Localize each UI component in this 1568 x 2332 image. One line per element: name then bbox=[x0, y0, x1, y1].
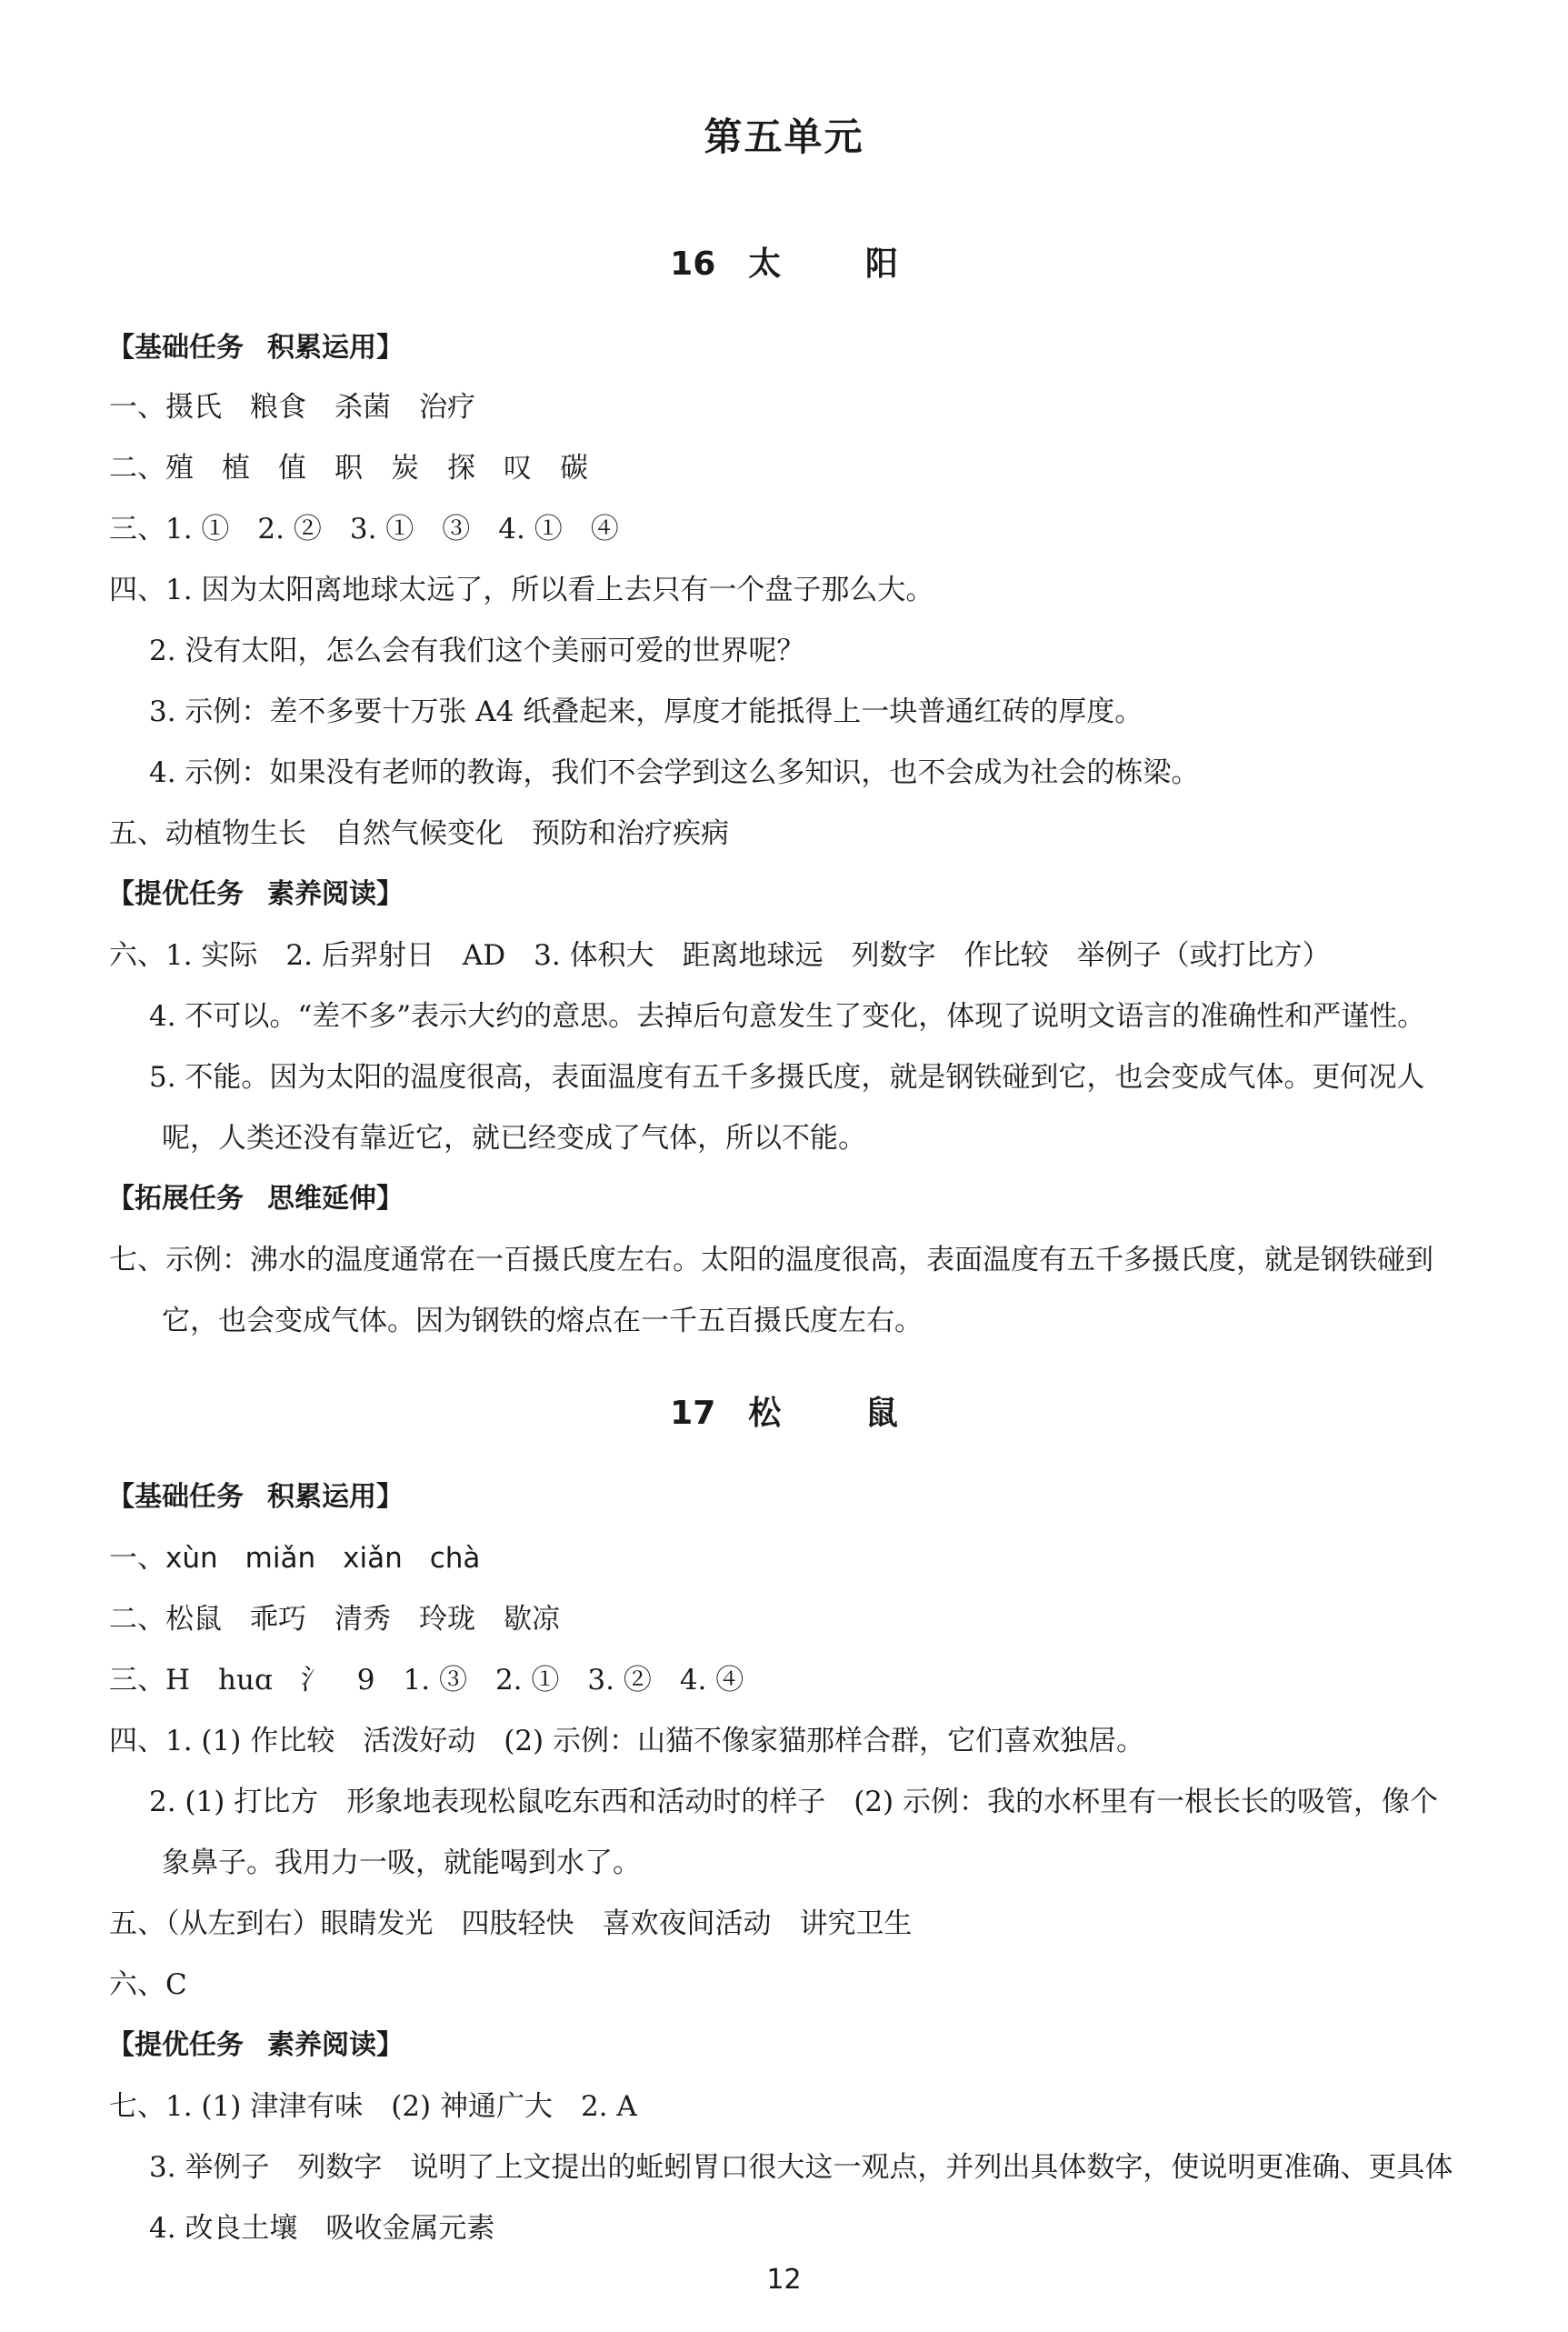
answer-line: 4. 示例：如果没有老师的教诲，我们不会学到这么多知识，也不会成为社会的栋梁。 bbox=[149, 756, 1200, 789]
lesson-16-title bbox=[0, 238, 1568, 285]
answer-line: 七、示例：沸水的温度通常在一百摄氏度左右。太阳的温度很高，表面温度有五千多摄氏度，就是钢铁碰到 bbox=[109, 1244, 1433, 1276]
answer-line: 三、H huɑ 氵 9 1. ③ 2. ① 3. ② 4. ④ bbox=[109, 1664, 744, 1696]
pinyin-answer: xùn bbox=[165, 1542, 218, 1575]
answer-line: 呢，人类还没有靠近它，就已经变成了气体，所以不能。 bbox=[162, 1122, 866, 1155]
pinyin-answer: miǎn bbox=[245, 1542, 316, 1575]
answer-line: 一、摄氏 粮食 杀菌 治疗 bbox=[109, 391, 475, 424]
answer-line: 二、松鼠 乖巧 清秀 玲珑 歇凉 bbox=[109, 1603, 560, 1636]
task-heading-basic: 【基础任务 积累运用】 bbox=[107, 1481, 404, 1513]
answer-line: 四、1. 因为太阳离地球太远了，所以看上去只有一个盘子那么大。 bbox=[109, 574, 934, 606]
lesson-name: 松 鼠 bbox=[748, 1395, 934, 1432]
answer-line: 七、1. (1) 津津有味 (2) 神通广大 2. A bbox=[109, 2090, 637, 2123]
task-heading-basic: 【基础任务 积累运用】 bbox=[107, 332, 404, 364]
pinyin-answer: chà bbox=[429, 1542, 481, 1575]
answer-line: 四、1. (1) 作比较 活泼好动 (2) 示例：山猫不像家猫那样合群，它们喜欢独居。 bbox=[109, 1725, 1144, 1757]
answer-line: 它，也会变成气体。因为钢铁的熔点在一千五百摄氏度左右。 bbox=[162, 1305, 923, 1337]
unit-title: 第五单元 bbox=[704, 115, 864, 159]
answer-line: 五、（从左到右）眼睛发光 四肢轻快 喜欢夜间活动 讲究卫生 bbox=[109, 1907, 913, 1940]
lesson-17-title bbox=[0, 1387, 1568, 1434]
lesson-number: 17 bbox=[670, 1395, 716, 1432]
pinyin-answer: xiǎn bbox=[343, 1542, 403, 1575]
lesson-name: 太 阳 bbox=[748, 245, 934, 283]
page-number: 12 bbox=[766, 2264, 802, 2296]
answer-line: 5. 不能。因为太阳的温度很高，表面温度有五千多摄氏度，就是钢铁碰到它，也会变成气体。更何况人 bbox=[149, 1061, 1425, 1094]
answer-line: 六、C bbox=[109, 1968, 187, 2001]
answer-line: 2. (1) 打比方 形象地表现松鼠吃东西和活动时的样子 (2) 示例：我的水杯里有一根长长的吸管，像个 bbox=[149, 1786, 1438, 1818]
answer-line: 五、动植物生长 自然气候变化 预防和治疗疾病 bbox=[109, 817, 729, 850]
answer-line: 二、殖 植 值 职 炭 探 叹 碳 bbox=[109, 452, 588, 485]
answer-line: 2. 没有太阳，怎么会有我们这个美丽可爱的世界呢？ bbox=[149, 635, 805, 667]
task-heading-improve: 【提优任务 素养阅读】 bbox=[107, 878, 404, 910]
answer-line: 4. 不可以。“差不多”表示大约的意思。去掉后句意发生了变化，体现了说明文语言的准确性和严谨性。 bbox=[149, 1000, 1426, 1033]
answer-line: 3. 举例子 列数字 说明了上文提出的蚯蚓胃口很大这一观点，并列出具体数字，使说明更准确、更具体 bbox=[149, 2151, 1453, 2184]
answer-line: 象鼻子。我用力一吸，就能喝到水了。 bbox=[162, 1847, 641, 1879]
answer-line: 3. 示例：差不多要十万张 A4 纸叠起来，厚度才能抵得上一块普通红砖的厚度。 bbox=[149, 696, 1144, 728]
task-heading-improve: 【提优任务 素养阅读】 bbox=[107, 2029, 404, 2061]
task-heading-expand: 【拓展任务 思维延伸】 bbox=[107, 1183, 404, 1215]
pinyin-line: 一、xùn miǎn xiǎn chà bbox=[109, 1542, 481, 1575]
lesson-number: 16 bbox=[670, 245, 716, 283]
answer-line: 三、1. ① 2. ② 3. ① ③ 4. ① ④ bbox=[109, 513, 619, 545]
answer-line: 六、1. 实际 2. 后羿射日 AD 3. 体积大 距离地球远 列数字 作比较 举例子（或打比方） bbox=[109, 939, 1331, 972]
answer-line: 4. 改良土壤 吸收金属元素 bbox=[149, 2212, 495, 2245]
